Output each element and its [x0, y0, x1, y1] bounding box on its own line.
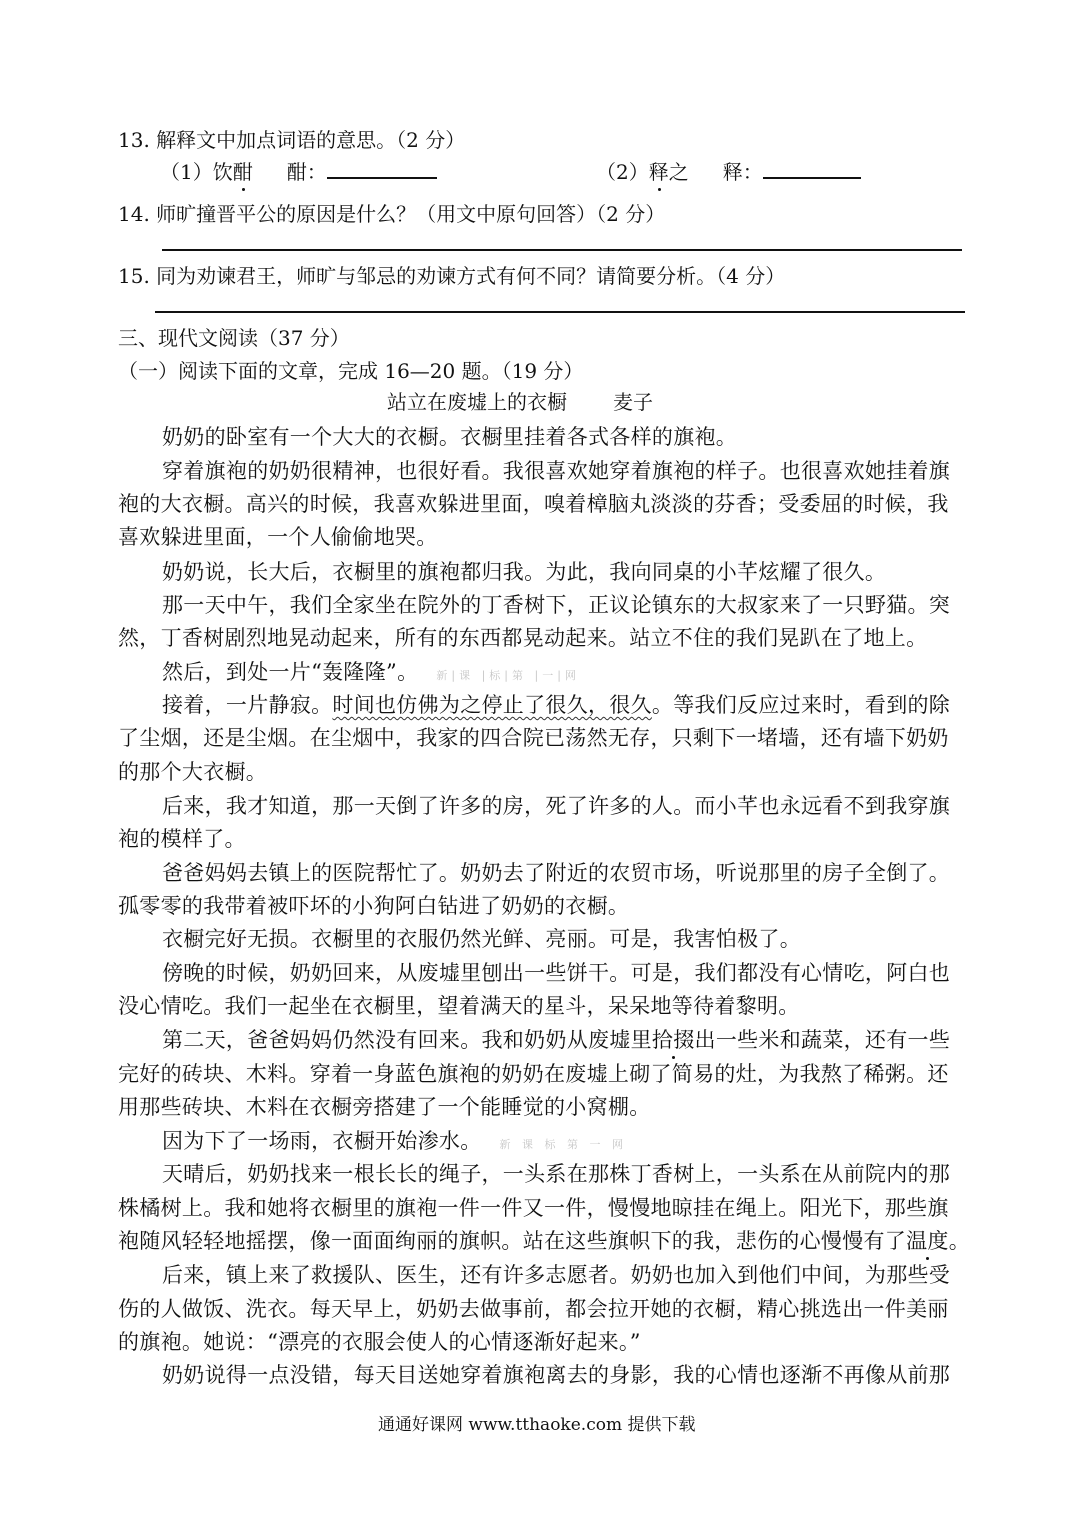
section-subheading: （一）阅读下面的文章，完成 16—20 题。（19 分） [118, 359, 584, 383]
section-heading: 三、现代文阅读（37 分） [118, 326, 350, 350]
article-line-8 [162, 656, 580, 686]
article-line-15: 孤零零的我带着被吓坏的小狗阿白钻进了奶奶的衣橱。 [118, 894, 630, 918]
q13-sub1-dotted-char: 酣 [232, 160, 253, 184]
article-line-5: 奶奶说，长大后，衣橱里的旗袍都归我。为此，我向同桌的小芊炫耀了很久。 [162, 560, 887, 584]
q14-answer-line[interactable] [162, 249, 962, 251]
article-line-22 [162, 1125, 627, 1155]
article-line-13: 袍的模样了。 [118, 827, 246, 851]
article-line-28: 的旗袍。她说：“漂亮的衣服会使人的心情逐渐好起来。” [118, 1330, 641, 1354]
q13-sub1-prefix: （1）饮 [160, 160, 233, 184]
article-line-4: 喜欢躲进里面，一个人偷偷地哭。 [118, 525, 438, 549]
page-footer: 通通好课网 www.tthaoke.com 提供下载 [378, 1415, 696, 1435]
article-line-19-dotted-word: 拾掇 [651, 1028, 695, 1052]
article-line-19 [162, 1024, 950, 1054]
article-line-10: 了尘烟，还是尘烟。在尘烟中，我家的四合院已荡然无存，只剩下一堵墙，还有墙下奶奶 [118, 726, 949, 750]
q13-sub2-answer-blank[interactable] [763, 177, 861, 179]
article-line-20: 完好的砖块、木料。穿着一身蓝色旗袍的奶奶在废墟上砌了简易的灶，为我熬了稀粥。还 [118, 1062, 949, 1086]
watermark-text-1: 新|课 |标|第 |一|网 [436, 669, 580, 682]
article-line-2: 穿着旗袍的奶奶很精神，也很好看。我很喜欢她穿着旗袍的样子。也很喜欢她挂着旗 [162, 459, 951, 483]
article-line-9-wavy-underlined: 时间也仿佛为之停止了很久，很久 [332, 693, 652, 717]
article-line-9-pre: 接着，一片静寂。 [162, 693, 333, 717]
article-line-12: 后来，我才知道，那一天倒了许多的房，死了许多的人。而小芊也永远看不到我穿旗 [162, 794, 951, 818]
article-line-8-text: 然后，到处一片“轰隆隆”。 [162, 660, 419, 684]
article-line-23: 天晴后，奶奶找来一根长长的绳子，一头系在那株丁香树上，一头系在从前院内的那 [162, 1162, 951, 1186]
article-line-1: 奶奶的卧室有一个大大的衣橱。衣橱里挂着各式各样的旗袍。 [162, 425, 738, 449]
article-line-17: 傍晚的时候，奶奶回来，从废墟里刨出一些饼干。可是，我们都没有心情吃，阿白也 [162, 961, 951, 985]
question-13: 13. 解释文中加点词语的意思。（2 分） [118, 128, 466, 152]
article-line-29: 奶奶说得一点没错，每天目送她穿着旗袍离去的身影，我的心情也逐渐不再像从前那 [162, 1363, 951, 1387]
question-14: 14. 师旷撞晋平公的原因是什么？（用文中原句回答）（2 分） [118, 202, 666, 226]
q13-sub2-dotted-char: 释 [648, 160, 669, 184]
article-line-9 [162, 689, 950, 719]
article-line-7: 然，丁香树剧烈地晃动起来，所有的东西都晃动起来。站立不住的我们晃趴在了地上。 [118, 626, 928, 650]
article-title: 站立在废墟上的衣橱 [387, 390, 567, 414]
q13-sub2-label: 释： [722, 160, 763, 184]
q13-sub1-label: 酣： [286, 160, 327, 184]
question-13-part-1 [160, 156, 437, 185]
article-line-25-dotted-word: 温度 [906, 1229, 949, 1253]
q13-sub2-prefix: （2） [596, 160, 649, 184]
article-line-6: 那一天中午，我们全家坐在院外的丁香树下，正议论镇东的大叔家来了一只野猫。突 [162, 593, 951, 617]
article-line-25 [118, 1225, 970, 1255]
article-line-24: 株橘树上。我和她将衣橱里的旗袍一件一件又一件，慢慢地晾挂在绳上。阳光下，那些旗 [118, 1196, 949, 1220]
watermark-text-2: 新 课 标 第 一 网 [499, 1138, 627, 1151]
article-author: 麦子 [613, 390, 653, 414]
article-title-row [387, 386, 653, 415]
article-line-9-post: 。等我们反应过来时，看到的除 [651, 693, 951, 717]
article-line-22-text: 因为下了一场雨，衣橱开始渗水。 [162, 1129, 482, 1153]
article-line-27: 伤的人做饭、洗衣。每天早上，奶奶去做事前，都会拉开她的衣橱，精心挑选出一件美丽 [118, 1297, 949, 1321]
article-line-19-pre: 第二天，爸爸妈妈仍然没有回来。我和奶奶从废墟里 [162, 1028, 652, 1052]
question-15: 15. 同为劝谏君王，师旷与邹忌的劝谏方式有何不同？请简要分析。（4 分） [118, 264, 786, 288]
q13-sub1-answer-blank[interactable] [327, 177, 437, 179]
article-line-26: 后来，镇上来了救援队、医生，还有许多志愿者。奶奶也加入到他们中间，为那些受 [162, 1263, 951, 1287]
article-line-3: 袍的大衣橱。高兴的时候，我喜欢躲进里面，嗅着樟脑丸淡淡的芬香；受委屈的时候，我 [118, 492, 949, 516]
question-13-part-2 [596, 156, 861, 185]
article-line-11: 的那个大衣橱。 [118, 760, 268, 784]
article-line-18: 没心情吃。我们一起坐在衣橱里，望着满天的星斗，呆呆地等待着黎明。 [118, 994, 800, 1018]
q15-answer-line[interactable] [155, 311, 965, 313]
article-line-25-pre: 袍随风轻轻地摇摆，像一面面绚丽的旗帜。站在这些旗帜下的我，悲伤的心慢慢有了 [118, 1229, 907, 1253]
article-line-14: 爸爸妈妈去镇上的医院帮忙了。奶奶去了附近的农贸市场，听说那里的房子全倒了。 [162, 861, 951, 885]
article-line-19-post: 出一些米和蔬菜，还有一些 [694, 1028, 951, 1052]
article-line-16: 衣橱完好无损。衣橱里的衣服仍然光鲜、亮丽。可是，我害怕极了。 [162, 927, 801, 951]
q13-sub2-suffix: 之 [668, 160, 689, 184]
article-line-21: 用那些砖块、木料在衣橱旁搭建了一个能睡觉的小窝棚。 [118, 1095, 651, 1119]
article-line-25-post: 。 [948, 1229, 971, 1253]
